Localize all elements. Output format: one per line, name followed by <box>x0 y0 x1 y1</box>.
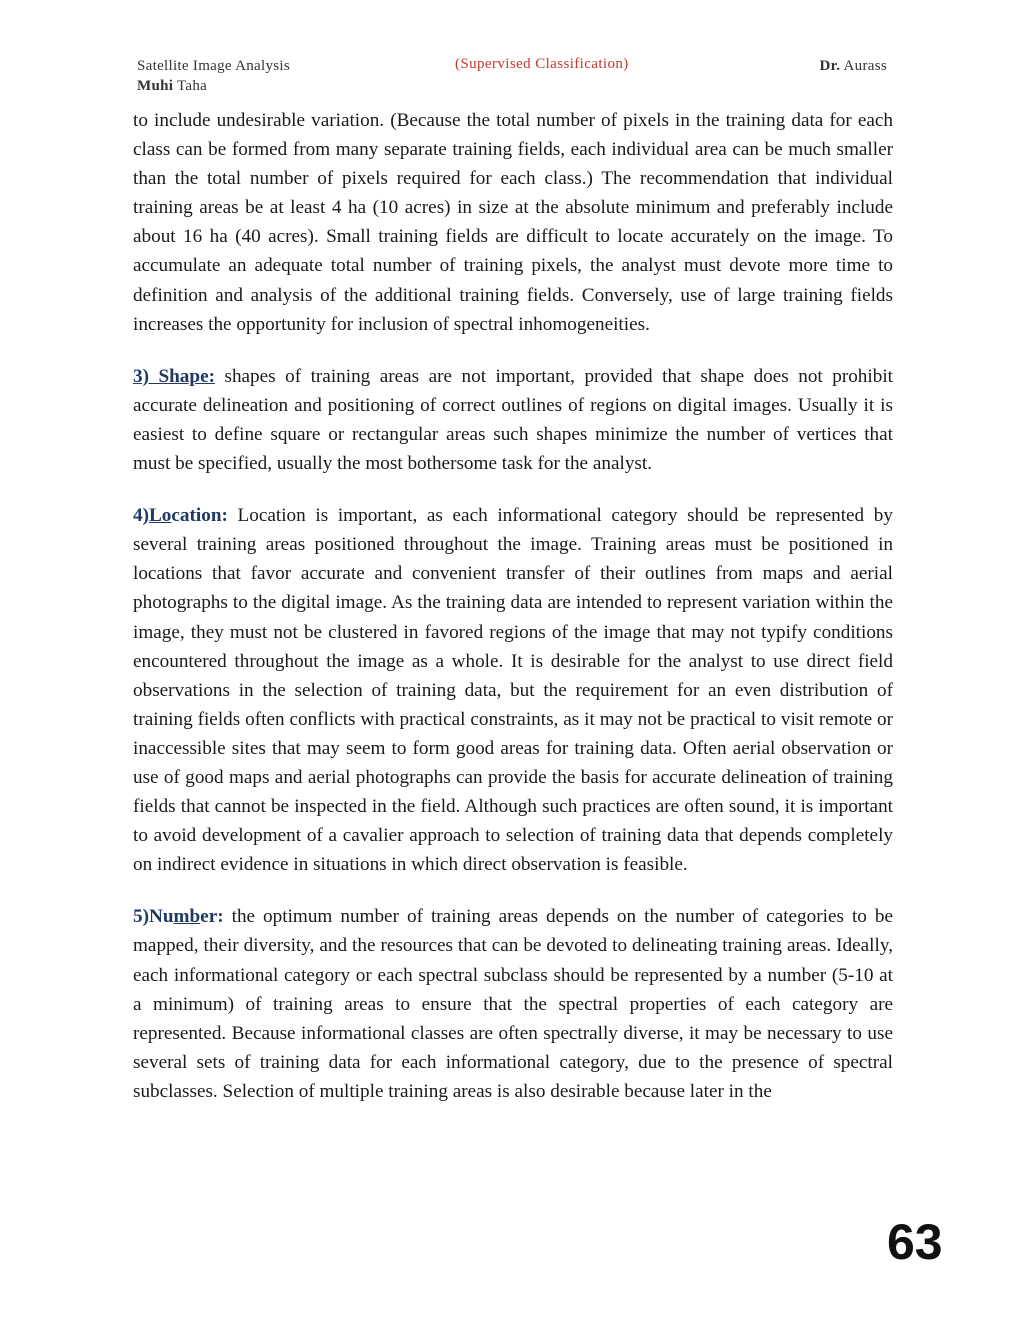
header-topic: (Supervised Classification) <box>455 56 629 72</box>
page-header <box>137 56 887 100</box>
number-heading <box>133 906 224 927</box>
location-text: Location is important, as each informational category should be represented by several training areas positioned throughout the image. Training areas must be positioned in locations that favor accurate and convenient transfer of their outlines from maps and aerial photographs to the digital image. As the training data are intended to represent variation within the image, they must not be clustered in favored regions of the image that may not typify conditions encountered throughout the image as a whole. It is desirable for the analyst to use direct field observations in the selection of training data, but the requirement for an even distribution of training fields often conflicts with practical constraints, as it may not be practical to visit remote or inaccessible sites that may seem to form good areas for training data. Often aerial observation or use of good maps and aerial photographs can provide the basis for accurate delineation of training fields that cannot be inspected in the field. Although such practices are often sound, it is important to avoid development of a cavalier approach to selection of training data that depends completely on indirect evidence in situations in which direct observation is feasible. <box>133 505 893 876</box>
document-body <box>133 106 893 1106</box>
intro-paragraph: to include undesirable variation. (Because the total number of pixels in the training data for each class can be formed from many separate training fields, each individual area can be much smaller than the total number of pixels required for each class.) The recommendation that individual training areas be at least 4 ha (10 acres) in size at the absolute minimum and preferably include about 16 ha (40 acres). Small training fields are difficult to locate accurately on the image. To accumulate an adequate total number of training pixels, the analyst must devote more time to definition and analysis of the additional training fields. Conversely, use of large training fields increases the opportunity for inclusion of spectral inhomogeneities. <box>133 110 893 335</box>
location-heading-underlined: Lo <box>148 505 172 527</box>
header-author-title: Dr. <box>819 58 841 74</box>
location-paragraph <box>133 501 893 879</box>
number-heading-start: 5)Nu <box>133 906 174 928</box>
header-author-lastname: Taha <box>173 78 208 94</box>
header-author-last <box>137 78 207 95</box>
shape-paragraph <box>133 362 893 478</box>
header-author-firstname: Aurass <box>840 58 887 74</box>
location-heading <box>133 505 228 526</box>
location-heading-rest: cation: <box>171 505 228 527</box>
page-number: 63 <box>887 1214 943 1270</box>
header-author-first <box>820 58 887 75</box>
location-heading-number: 4) <box>133 505 149 527</box>
header-author-middlename: Muhi <box>137 78 174 94</box>
header-course-title: Satellite Image Analysis <box>137 58 291 74</box>
shape-text: shapes of training areas are not important, provided that shape does not prohibit accurate delineation and positioning of correct outlines of regions on digital images. Usually it is easiest to define square or rectangular areas such shapes minimize the number of vertices that must be specified, usually the most bothersome task for the analyst. <box>133 365 893 475</box>
number-heading-underlined: mb <box>173 906 201 928</box>
number-paragraph <box>133 902 893 1106</box>
shape-heading: 3) Shape: <box>133 365 215 387</box>
number-heading-rest: er: <box>200 906 224 928</box>
number-text: the optimum number of training areas depends on the number of categories to be mapped, their diversity, and the resources that can be devoted to delineating training areas. Ideally, each informational category or each spectral subclass should be represented by a number (5-10 at a minimum) of training areas to ensure that the spectral properties of each category are represented. Because informational classes are often spectrally diverse, it may be necessary to use several sets of training data for each informational category, due to the presence of spectral subclasses. Selection of multiple training areas is also desirable because later in the <box>133 906 893 1102</box>
